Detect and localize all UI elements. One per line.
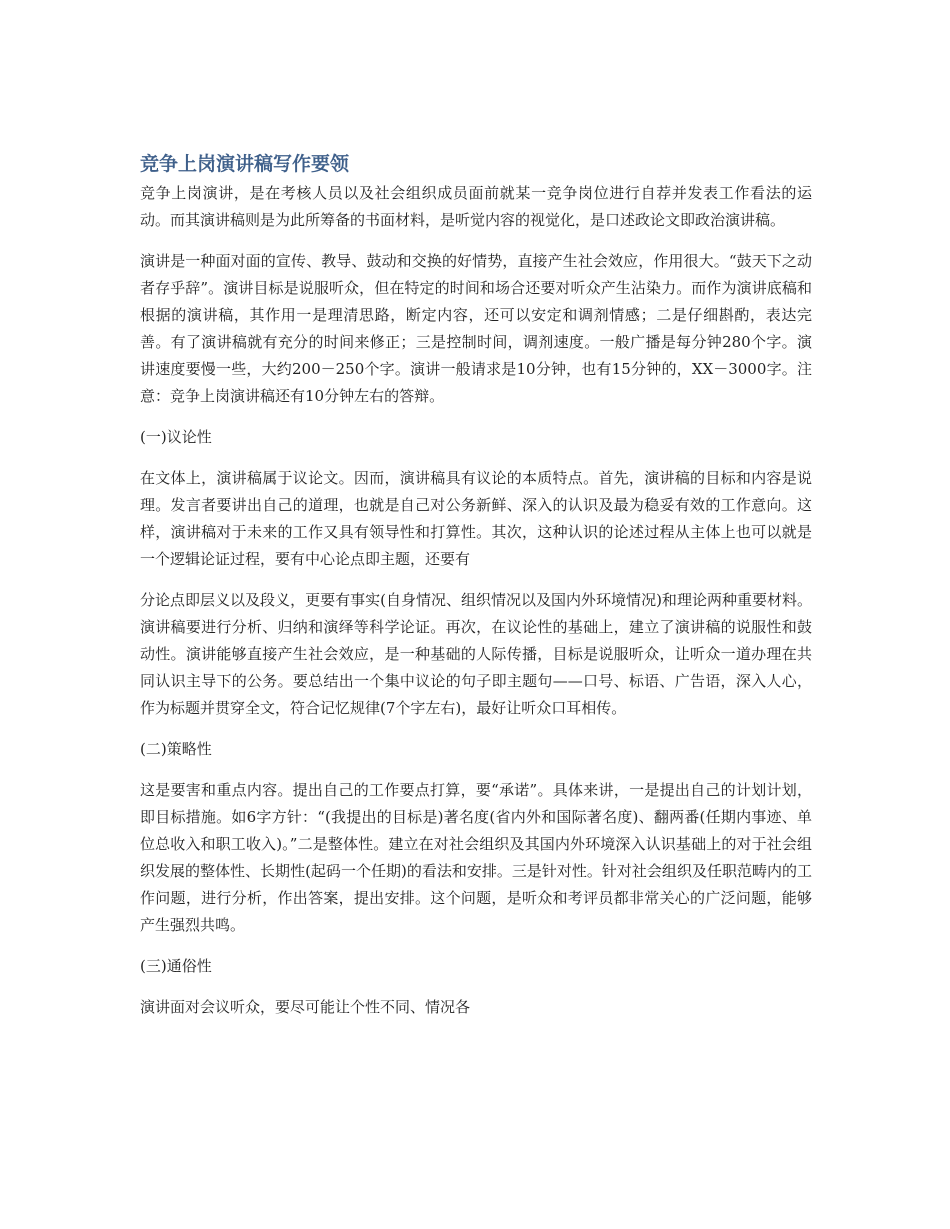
section-heading-popular: (三)通俗性: [140, 957, 212, 975]
document-page: [140, 150, 812, 1035]
paragraph-intro: 竞争上岗演讲，是在考核人员以及社会组织成员面前就某一竞争岗位进行自荐并发表工作看法的运动。而其演讲稿则是为此所筹备的书面材料，是听觉内容的视觉化，是口述政论文即政治演讲稿。: [140, 184, 812, 229]
section-heading-strategic: (二)策略性: [140, 740, 212, 758]
paragraph-argumentative-2: 分论点即层义以及段义，更要有事实(自身情况、组织情况以及国内外环境情况)和理论两种重要材料。演讲稿要进行分析、归纳和演绎等科学论证。再次，在议论性的基础上，建立了演讲稿的说服性和鼓动性。演讲能够直接产生社会效应，是一种基础的人际传播，目标是说服听众，让听众一道办理在共同认识主导下的公务。要总结出一个集中议论的句子即主题句——口号、标语、广告语，深入人心，作为标题并贯穿全文，符合记忆规律(7个字左右)，最好让听众口耳相传。: [140, 591, 812, 717]
paragraph-speech-function: 演讲是一种面对面的宣传、教导、鼓动和交换的好情势，直接产生社会效应，作用很大。“鼓天下之动者存乎辞”。演讲目标是说服听众，但在特定的时间和场合还要对听众产生沾染力。而作为演讲底稿和根据的演讲稿，其作用一是理清思路，断定内容，还可以安定和调剂情感；二是仔细斟酌，表达完善。有了演讲稿就有充分的时间来修正；三是控制时间，调剂速度。一般广播是每分钟280个字。演讲速度要慢一些，大约200－250个字。演讲一般请求是10分钟，也有15分钟的，XX－3000字。注意：竞争上岗演讲稿还有10分钟左右的答辩。: [140, 252, 812, 405]
paragraph-strategic: 这是要害和重点内容。提出自己的工作要点打算，要“承诺”。具体来讲，一是提出自己的计划计划，即目标措施。如6字方针：“(我提出的目标是)著名度(省内外和国际著名度)、翻两番(任期内事迹、单位总收入和职工收入)。”二是整体性。建立在对社会组织及其国内外环境深入认识基础上的对于社会组织发展的整体性、长期性(起码一个任期)的看法和安排。三是针对性。针对社会组织及任职范畴内的工作问题，进行分析，作出答案，提出安排。这个问题，是听众和考评员都非常关心的广泛问题，能够产生强烈共鸣。: [140, 781, 812, 934]
paragraph-popular: 演讲面对会议听众，要尽可能让个性不同、情况各: [140, 998, 471, 1016]
document-title: 竞争上岗演讲稿写作要领: [140, 153, 350, 175]
section-heading-argumentative: (一)议论性: [140, 428, 212, 446]
paragraph-argumentative-1: 在文体上，演讲稿属于议论文。因而，演讲稿具有议论的本质特点。首先，演讲稿的目标和内容是说理。发言者要讲出自己的道理，也就是自己对公务新鲜、深入的认识及最为稳妥有效的工作意向。这样，演讲稿对于未来的工作又具有领导性和打算性。其次，这种认识的论述过程从主体上也可以就是一个逻辑论证过程，要有中心论点即主题，还要有: [140, 469, 812, 568]
